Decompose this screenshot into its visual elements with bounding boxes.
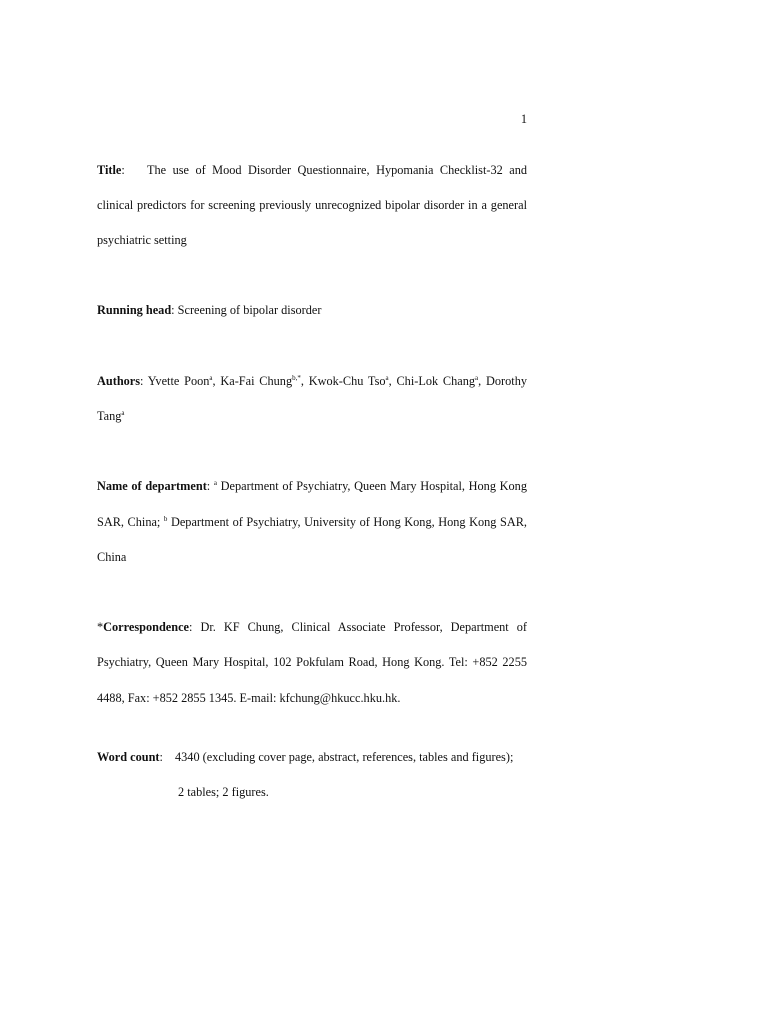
title-line-3: psychiatric setting [97,233,187,247]
affiliation-a-marker: a [213,479,217,487]
correspondence-line-2: Psychiatry, Queen Mary Hospital, 102 Pokfulam Road, Hong Kong. Tel: +852 2255 [97,655,527,669]
authors-label: Authors [97,374,141,388]
running-head-label: Running head [97,303,172,317]
title-label-sep: : [121,163,125,177]
author-3-affiliation: a [385,374,389,382]
department-sep: : [206,479,214,493]
title-text-line-1: The use of Mood Disorder Questionnaire, Hypomania Checklist-32 and [147,163,527,177]
department-a-text: Department of Psychiatry, Queen Mary Hospital, Hong Kong [217,479,527,493]
department-b-text: Department of Psychiatry, University of Hong Kong, Hong Kong SAR, [167,515,527,529]
authors-line-2 [97,408,527,424]
page-number: 1 [520,112,527,126]
correspondence-line-3: 4488, Fax: +852 2855 1345. E-mail: kfchung@hkucc.hku.hk. [97,691,401,705]
author-5-affiliation: a [121,409,125,417]
word-count-line-1 [97,749,527,765]
authors-line-1 [97,373,527,389]
title-line-2: clinical predictors for screening previously unrecognized bipolar disorder in a general [97,198,527,212]
department-line-2 [97,514,527,530]
author-4: , Chi-Lok Chang [388,374,476,388]
author-1: : Yvette Poon [140,374,210,388]
department-line-3: China [97,550,127,564]
department-label: Name of department [97,479,207,493]
author-2: , Ka-Fai Chung [212,374,293,388]
author-2-affiliation: b,* [292,374,301,382]
title-label: Title [97,163,122,177]
title-line-1 [97,162,527,178]
correspondence-line-1 [97,619,527,635]
running-head-text: : Screening of bipolar disorder [171,303,322,317]
word-count-label: Word count [97,750,160,764]
word-count-text: 4340 (excluding cover page, abstract, references, tables and figures); [175,750,514,764]
author-3: , Kwok-Chu Tso [300,374,386,388]
correspondence-star: * [97,620,104,634]
affiliation-b-marker: b [163,515,168,523]
word-count-line-2: 2 tables; 2 figures. [178,785,269,799]
department-line-2-prefix: SAR, China; [97,515,164,529]
author-5-surname: Tang [97,409,122,423]
department-line-1 [97,478,527,494]
running-head [97,302,527,318]
author-4-affiliation: a [475,374,479,382]
word-count-sep: : [159,750,163,764]
author-1-affiliation: a [209,374,213,382]
correspondence-text: : Dr. KF Chung, Clinical Associate Professor, Department of [189,620,527,634]
author-5: , Dorothy [478,374,527,388]
correspondence-label: Correspondence [103,620,190,634]
